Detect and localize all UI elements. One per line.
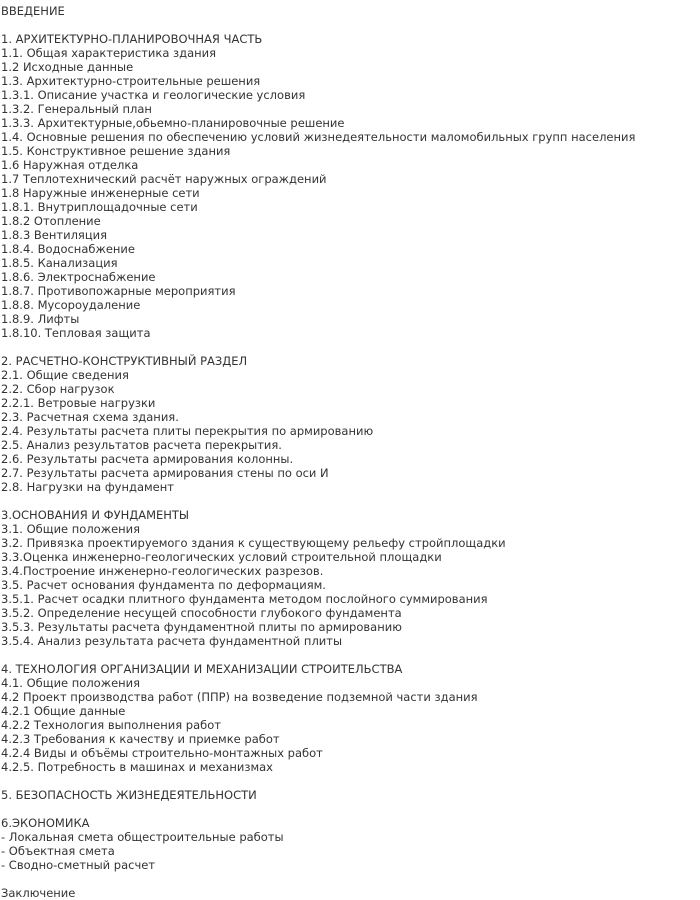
- toc-item: - Сводно-сметный расчет: [1, 858, 156, 872]
- toc-item: 1.4. Основные решения по обеспечению условий жизнедеятельности маломобильных групп населения: [1, 130, 636, 144]
- section-heading: 2. РАСЧЕТНО-КОНСТРУКТИВНЫЙ РАЗДЕЛ: [1, 354, 248, 368]
- toc-item: 3.5.4. Анализ результата расчета фундаментной плиты: [1, 634, 343, 648]
- toc-item: 3.5.1. Расчет осадки плитного фундамента методом послойного суммирования: [1, 592, 488, 606]
- toc-item: 1.8.9. Лифты: [1, 312, 80, 326]
- section-heading: 1. АРХИТЕКТУРНО-ПЛАНИРОВОЧНАЯ ЧАСТЬ: [1, 32, 263, 46]
- toc-item: 1.8.10. Тепловая защита: [1, 326, 151, 340]
- toc-item: 1.7 Теплотехнический расчёт наружных ограждений: [1, 172, 327, 186]
- toc-item: 2.1. Общие сведения: [1, 368, 129, 382]
- toc-item: 4.2.2 Технология выполнения работ: [1, 718, 221, 732]
- toc-item: 2.4. Результаты расчета плиты перекрытия по армированию: [1, 424, 374, 438]
- toc-item: 1.3.2. Генеральный план: [1, 102, 152, 116]
- toc-item: 2.2.1. Ветровые нагрузки: [1, 396, 156, 410]
- section-heading: 4. ТЕХНОЛОГИЯ ОРГАНИЗАЦИИ И МЕХАНИЗАЦИИ СТРОИТЕЛЬСТВА: [1, 662, 403, 676]
- toc-item: 4.2.4 Виды и объёмы строительно-монтажных работ: [1, 746, 323, 760]
- toc-item: 1.8.7. Противопожарные мероприятия: [1, 284, 236, 298]
- section-heading: 3.ОСНОВАНИЯ И ФУНДАМЕНТЫ: [1, 508, 190, 522]
- toc-item: 1.8.5. Канализация: [1, 256, 118, 270]
- blank-line: [1, 18, 700, 32]
- toc-item: 1.8.8. Мусороудаление: [1, 298, 141, 312]
- toc-item: 4.2.1 Общие данные: [1, 704, 126, 718]
- blank-line: [1, 494, 700, 508]
- blank-line: [1, 872, 700, 886]
- toc-item: 1.8.2 Отопление: [1, 214, 101, 228]
- toc-item: 4.2.5. Потребность в машинах и механизмах: [1, 760, 273, 774]
- toc-item: 1.8.1. Внутриплощадочные сети: [1, 200, 198, 214]
- toc-item: 1.8.4. Водоснабжение: [1, 242, 135, 256]
- blank-line: [1, 648, 700, 662]
- toc-item: 3.5.3. Результаты расчета фундаментной плиты по армированию: [1, 620, 402, 634]
- toc-item: 1.6 Наружная отделка: [1, 158, 139, 172]
- toc-item: 1.1. Общая характеристика здания: [1, 46, 217, 60]
- toc-item: 1.8 Наружные инженерные сети: [1, 186, 200, 200]
- toc-item: 2.7. Результаты расчета армирования стены по оси И: [1, 466, 329, 480]
- toc-item: 2.3. Расчетная схема здания.: [1, 410, 179, 424]
- toc-item: 1.3. Архитектурно-строительные решения: [1, 74, 261, 88]
- toc-item: 1.5. Конструктивное решение здания: [1, 144, 231, 158]
- toc-item: 1.8.6. Электроснабжение: [1, 270, 156, 284]
- section-heading: 5. БЕЗОПАСНОСТЬ ЖИЗНЕДЕЯТЕЛЬНОСТИ: [1, 788, 257, 802]
- toc-item: 3.3.Оценка инженерно-геологических условий строительной площадки: [1, 550, 442, 564]
- toc-item: 1.3.3. Архитектурные,обьемно-планировочные решение: [1, 116, 345, 130]
- section-heading: 6.ЭКОНОМИКА: [1, 816, 90, 830]
- blank-line: [1, 802, 700, 816]
- toc-item: 4.2.3 Требования к качеству и приемке работ: [1, 732, 280, 746]
- toc-item: - Объектная смета: [1, 844, 115, 858]
- toc-item: 4.1. Общие положения: [1, 676, 141, 690]
- toc-item: 3.4.Построение инженерно-геологических разрезов.: [1, 564, 324, 578]
- toc-item: - Локальная смета общестроительные работы: [1, 830, 284, 844]
- blank-line: [1, 340, 700, 354]
- toc-item: 2.6. Результаты расчета армирования колонны.: [1, 452, 294, 466]
- toc-item: 1.2 Исходные данные: [1, 60, 134, 74]
- section-heading: ВВЕДЕНИЕ: [1, 4, 65, 18]
- toc-item: 3.1. Общие положения: [1, 522, 141, 536]
- toc-item: 2.8. Нагрузки на фундамент: [1, 480, 174, 494]
- toc-item: 3.5.2. Определение несущей способности глубокого фундамента: [1, 606, 402, 620]
- toc-item: 4.2 Проект производства работ (ППР) на возведение подземной части здания: [1, 690, 478, 704]
- blank-line: [1, 774, 700, 788]
- section-heading: Заключение: [1, 886, 76, 900]
- toc-item: 1.8.3 Вентиляция: [1, 228, 108, 242]
- toc-item: 3.2. Привязка проектируемого здания к существующему рельефу стройплощадки: [1, 536, 506, 550]
- toc-item: 2.5. Анализ результатов расчета перекрытия.: [1, 438, 282, 452]
- toc-item: 2.2. Сбор нагрузок: [1, 382, 115, 396]
- toc-item: 3.5. Расчет основания фундамента по деформациям.: [1, 578, 326, 592]
- toc-item: 1.3.1. Описание участка и геологические условия: [1, 88, 306, 102]
